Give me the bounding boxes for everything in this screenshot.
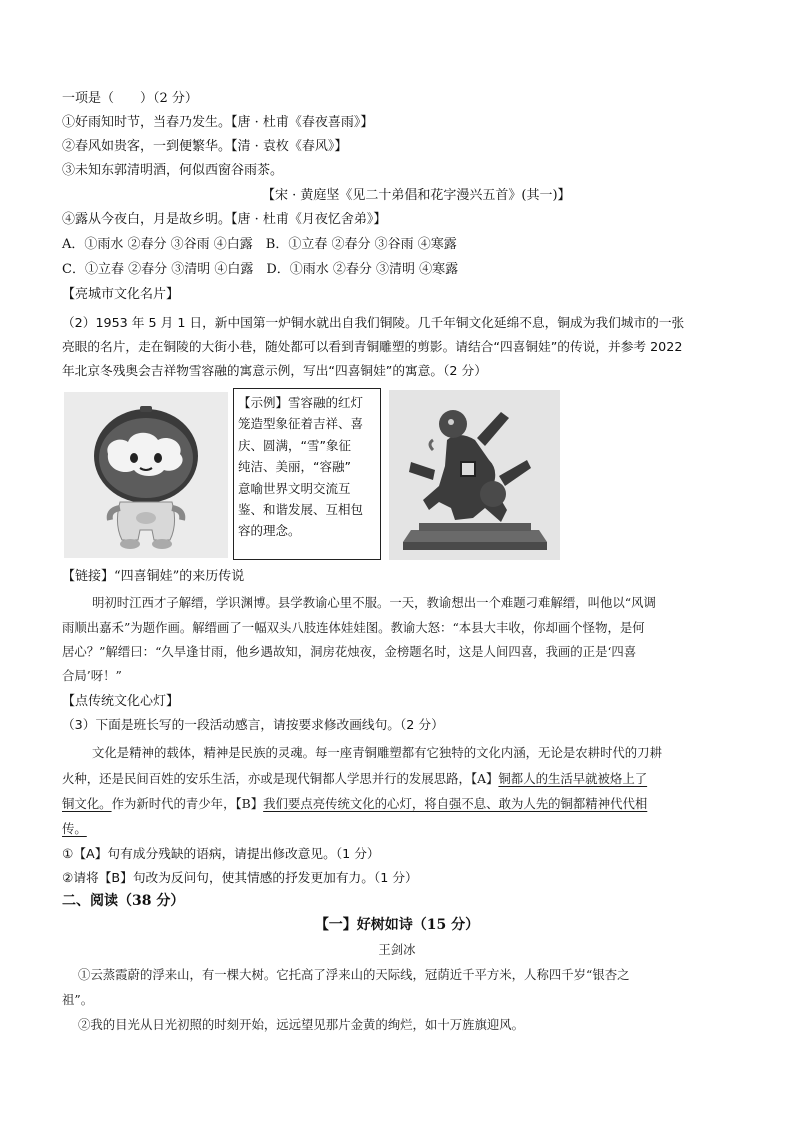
article-paragraph-1-cont: 祖”。 [62, 992, 94, 1007]
q2-prompt-line: 年北京冬残奥会吉祥物雪容融的寓意示例，写出“四喜铜娃”的寓意。（2 分） [62, 363, 487, 378]
section-city-card: 【亮城市文化名片】 [62, 287, 180, 302]
example-line: 意喻世界文明交流互 [238, 480, 351, 496]
poem-3-source: 【宋 · 黄庭坚《见二十弟倡和花字漫兴五首》(其一)】 [262, 188, 571, 203]
article-paragraph-1: ①云蒸霞蔚的浮来山，有一棵大树。它托高了浮来山的天际线，冠荫近千平方米，人称四千岁“银杏之 [78, 967, 630, 982]
poem-3: ③未知东郭清明酒，何似西窗谷雨茶。 [62, 163, 284, 178]
option-row-ab: A．①雨水 ②春分 ③谷雨 ④白露 B．①立春 ②春分 ③谷雨 ④寒露 [62, 237, 457, 252]
example-box [233, 388, 381, 560]
sentence-b-underlined: 我们要点亮传统文化的心灯，将自强不息、敢为人先的铜都精神代代相 [263, 796, 648, 811]
article-paragraph-2: ②我的目光从日光初照的时刻开始，远远望见那片金黄的绚烂，如十万旌旗迎风。 [78, 1017, 525, 1032]
q3-paragraph-line [62, 795, 647, 813]
q3-sub-question-2: ②请将【B】句改为反问句，使其情感的抒发更加有力。（1 分） [62, 870, 418, 885]
article-author: 王剑冰 [378, 942, 416, 957]
poem-4: ④露从今夜白，月是故乡明。【唐 · 杜甫《月夜忆舍弟》】 [62, 212, 387, 227]
example-line: 笼造型象征着吉祥、喜 [238, 416, 364, 432]
sentence-b-underlined: 传。 [62, 821, 87, 836]
legend-line: 居心？”解缙曰：“久旱逢甘雨，他乡遇故知，洞房花烛夜，金榜题名时，这是人间四喜，我画的正是‘四喜 [62, 644, 637, 659]
q3-text: 作为新时代的青少年，【B】 [111, 796, 264, 811]
poem-1: ①好雨知时节，当春乃发生。【唐 · 杜甫《春夜喜雨》】 [62, 115, 374, 130]
legend-line: 合局’呀！” [62, 668, 122, 683]
q2-prompt-line: 亮眼的名片，走在铜陵的大街小巷，随处都可以看到青铜雕塑的剪影。请结合“四喜铜娃”的传说，并参考 2022 [62, 339, 683, 354]
legend-line: 明初时江西才子解缙，学识渊博。县学教谕心里不服。一天，教谕想出一个难题刁难解缙，叫他以“风调 [92, 595, 656, 610]
poem-2: ②春风如贵客，一到便繁华。【清 · 袁枚《春风》】 [62, 139, 348, 154]
example-line: 容的理念。 [238, 523, 301, 539]
example-line: 庆、圆满，“雪”象征 [238, 437, 351, 453]
q1-stem: 一项是（ ）（2 分） [62, 91, 198, 106]
q3-sub-question-1: ①【A】句有成分残缺的语病，请提出修改意见。（1 分） [62, 846, 380, 861]
sixi-tongwa-statue-image [389, 390, 560, 560]
q3-prompt: （3）下面是班长写的一段活动感言，请按要求修改画线句。（2 分） [62, 717, 444, 732]
article-title: 【一】好树如诗（15 分） [314, 917, 480, 933]
example-line: 【示例】雪容融的红灯 [238, 395, 364, 410]
xuerongrong-mascot-image [64, 392, 228, 558]
q3-paragraph-line [62, 820, 87, 838]
example-line: 纯洁、美丽，“容融” [238, 459, 351, 475]
legend-line: 雨顺出嘉禾”为题作画。解缙画了一幅双头八肢连体娃娃图。教谕大怒：“本县大丰收，你却画个怪物，是何 [62, 620, 645, 635]
q3-paragraph-line [62, 770, 647, 788]
link-title: 【链接】“四喜铜娃”的来历传说 [62, 569, 245, 584]
q2-prompt-line: （2）1953 年 5 月 1 日，新中国第一炉铜水就出自我们铜陵。几千年铜文化延绵不息，铜成为我们城市的一张 [62, 315, 685, 330]
option-row-cd: C．①立春 ②春分 ③清明 ④白露 D．①雨水 ②春分 ③清明 ④寒露 [62, 262, 459, 277]
sentence-a-underlined: 铜文化。 [62, 796, 112, 811]
section-culture-lamp: 【点传统文化心灯】 [62, 694, 180, 709]
q3-text: 火种，还是民间百姓的安乐生活，亦或是现代铜都人学思并行的发展思路，【A】 [62, 771, 499, 786]
sentence-a-underlined: 铜都人的生活早就被烙上了 [498, 771, 648, 786]
q3-paragraph-line: 文化是精神的载体，精神是民族的灵魂。每一座青铜雕塑都有它独特的文化内涵，无论是农耕时代的刀耕 [92, 745, 662, 760]
example-line: 鉴、和谐发展、互相包 [238, 502, 364, 518]
reading-section-heading: 二、阅读（38 分） [62, 893, 185, 909]
